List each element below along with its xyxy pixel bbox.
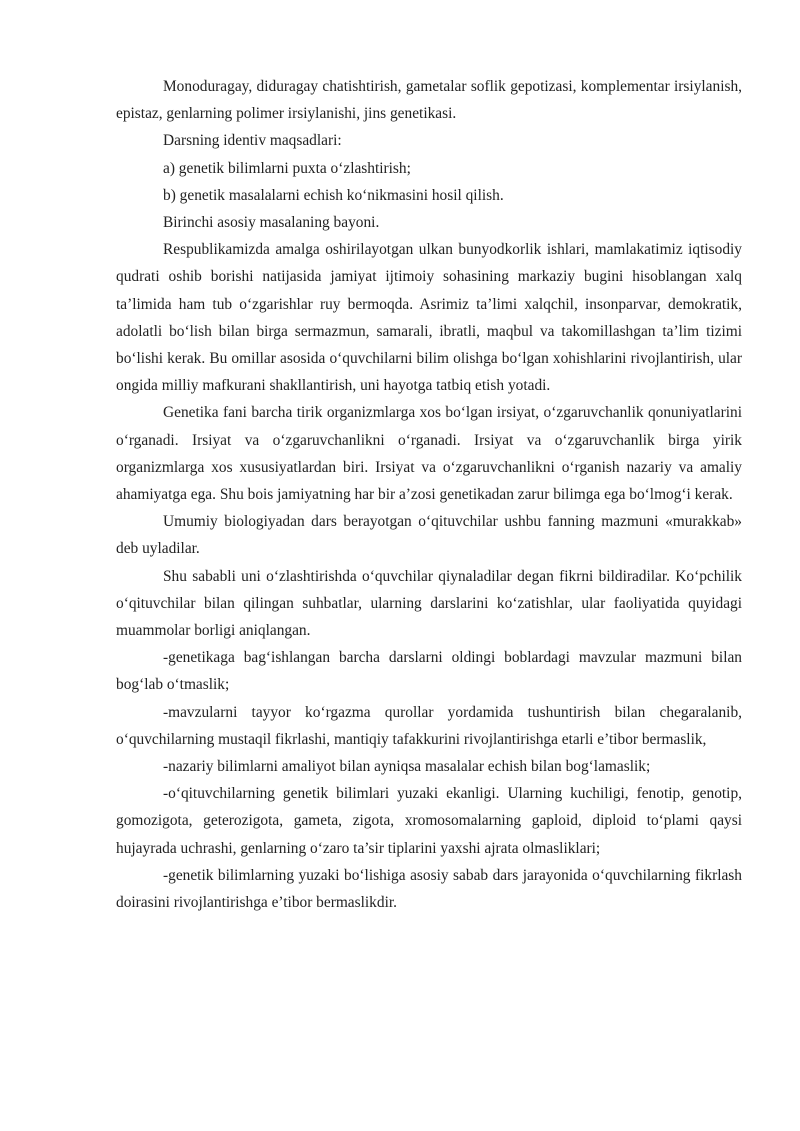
paragraph-republic: Respublikamizda amalga oshirilayotgan ulkan bunyodkorlik ishlari, mamlakatimiz iqtisodiy qudrati oshib borishi natijasida jamiyat ijtimoiy sohasining markaziy bugini hisoblangan xalq ta’limida ham tub o‘zgarishlar ruy bermoqda. Asrimiz ta’limi xalqchil, insonparvar, demokratik, adolatli bo‘lish bilan birga sermazmun, samarali, ibratli, maqbul va takomillashgan ta’lim tizimi bo‘lishi kerak. Bu omillar asosida o‘quvchilarni bilim olishga bo‘lgan xohishlarini rivojlantirish, ular ongida milliy mafkurani shakllantirish, uni hayotga tatbiq etish yotadi. [116, 241, 742, 395]
list-item-goal-a: a) genetik bilimlarni puxta o‘zlashtirish; [163, 159, 411, 177]
paragraph-difficulty: Shu sababli uni o‘zlashtirishda o‘quvchilar qiynaladilar degan fikrni bildiradilar. Ko‘pchilik o‘qituvchilar bilan qilingan suhbatlar, ularning darslarini ko‘zatishlar, ular faoliyatida quyidagi muammolar borligi aniqlangan. [116, 567, 742, 640]
paragraph-genetics: Genetika fani barcha tirik organizmlarga xos bo‘lgan irsiyat, o‘zgaruvchanlik qonuniyatlarini o‘rganadi. Irsiyat va o‘zgaruvchanlikni o‘rganadi. Irsiyat va o‘zgaruvchanlik birga yirik organizmlarga xos xususiyatlardan biri. Irsiyat va o‘zgaruvchanlikni o‘rganish nazariy va amaliy ahamiyatga ega. Shu bois jamiyatning har bir a’zosi genetikadan zarur bilimga ega bo‘lmog‘i kerak. [116, 404, 742, 504]
list-item-problem-2: -mavzularni tayyor ko‘rgazma qurollar yordamida tushuntirish bilan chegaralanib, o‘quvchilarning mustaqil fikrlashi, mantiqiy tafakkurini rivojlantirishga etarli e’tibor bermaslik, [116, 703, 742, 748]
paragraph-first-issue: Birinchi asosiy masalaning bayoni. [163, 214, 380, 232]
paragraph-topics: Monoduragay, diduragay chatishtirish, gametalar soflik gepotizasi, komplementar irsiylanish, epistaz, genlarning polimer irsiylanishi, jins genetikasi. [116, 78, 742, 123]
document-page [116, 73, 742, 916]
list-item-problem-5: -genetik bilimlarning yuzaki bo‘lishiga asosiy sabab dars jarayonida o‘quvchilarning fikrlash doirasini rivojlantirishga e’tibor bermaslikdir. [116, 866, 742, 912]
list-item-problem-4: -o‘qituvchilarning genetik bilimlari yuzaki ekanligi. Ularning kuchiligi, fenotip, genotip, gomozigota, geterozigota, gameta, zigota, xromosomalarning gaploid, diploid to‘plami qaysi hujayrada uchrashi, genlarning o‘zaro ta’sir tiplarini yaxshi ajrata olmasliklari; [116, 785, 742, 857]
list-item-problem-3: -nazariy bilimlarni amaliyot bilan ayniqsa masalalar echish bilan bog‘lamaslik; [163, 758, 651, 776]
list-item-problem-1: -genetikaga bag‘ishlangan barcha darslarni oldingi boblardagi mavzular mazmuni bilan bog‘lab o‘tmaslik; [116, 649, 742, 694]
paragraph-goals-heading: Darsning identiv maqsadlari: [163, 132, 342, 150]
paragraph-general-biology: Umumiy biologiyadan dars berayotgan o‘qituvchilar ushbu fanning mazmuni «murakkab» deb uyladilar. [116, 513, 742, 558]
list-item-goal-b: b) genetik masalalarni echish ko‘nikmasini hosil qilish. [163, 186, 504, 204]
